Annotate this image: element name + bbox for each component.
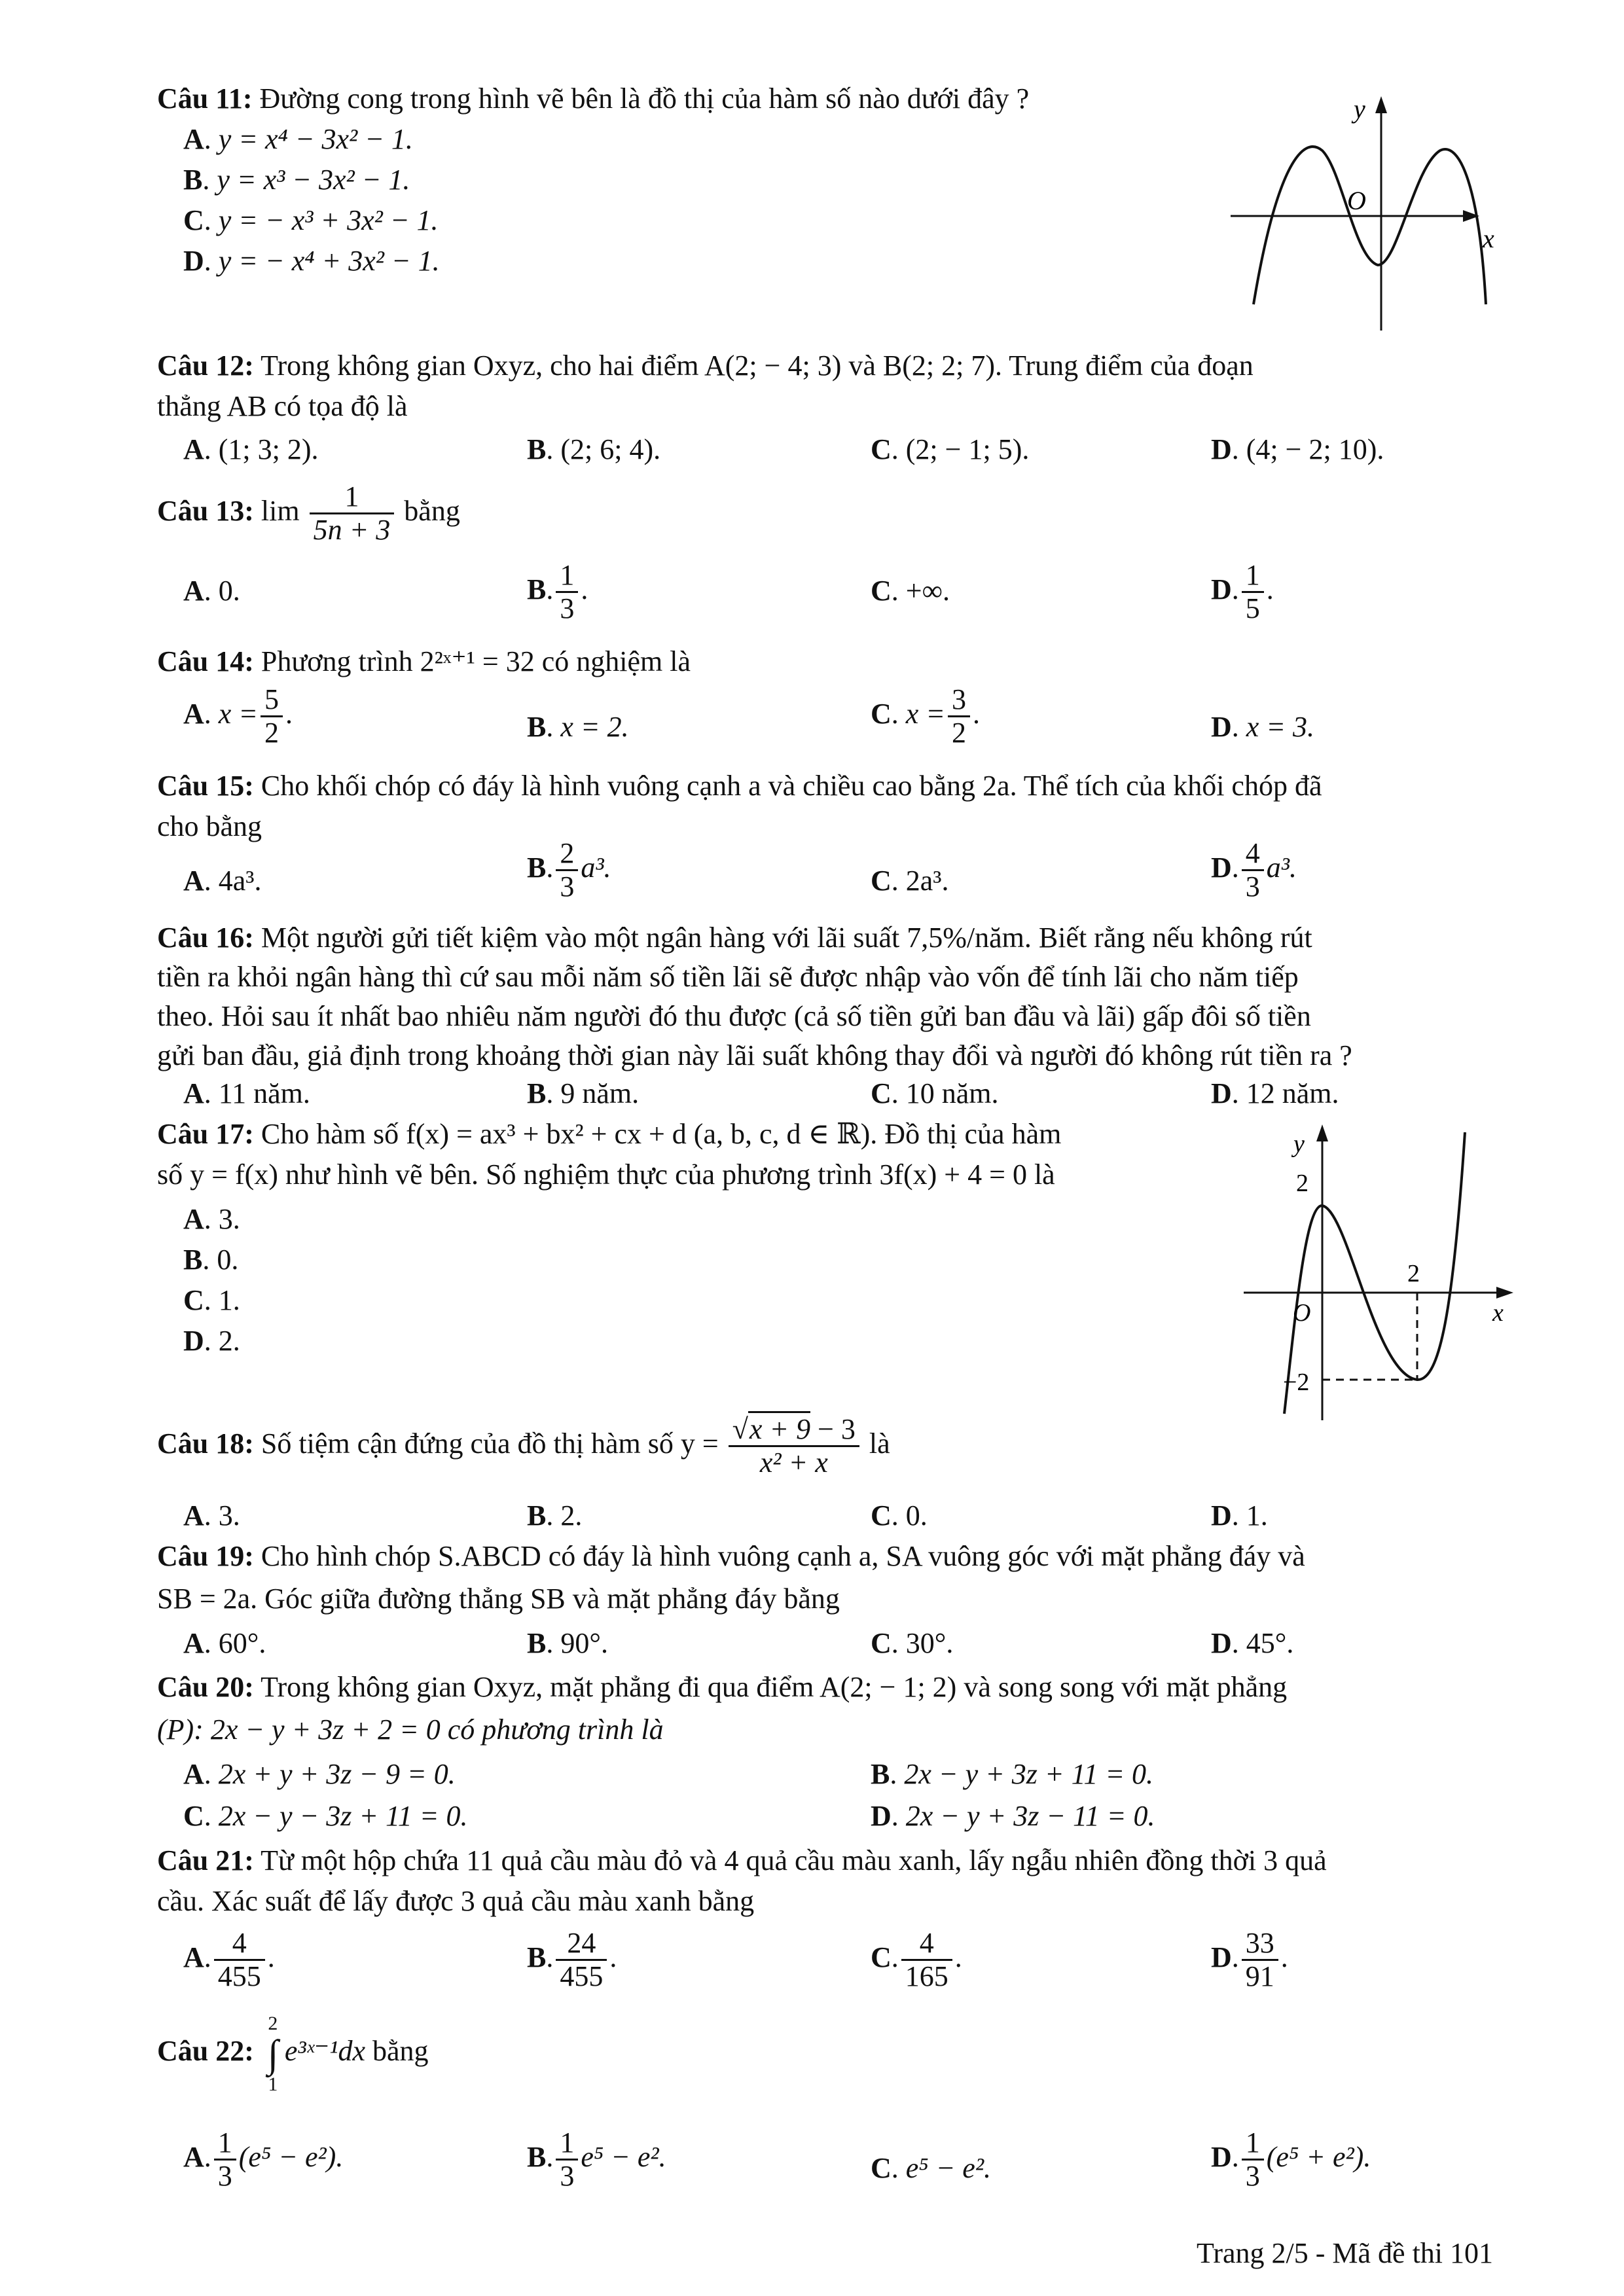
question-label: Câu 21: xyxy=(157,1844,254,1876)
option-19-a: A. 60°. xyxy=(183,1627,266,1659)
option-20-c: C. 2x − y − 3z + 11 = 0. xyxy=(183,1800,468,1832)
option-13-c: C. +∞. xyxy=(871,575,950,607)
origin-label: O xyxy=(1293,1299,1311,1327)
quartic-graph-figure xyxy=(1231,88,1506,344)
question-16-line-2: tiền ra khỏi ngân hàng thì cứ sau mỗi năm số tiền lãi sẽ được nhập vào vốn để tính lãi cho năm tiếp xyxy=(157,961,1299,993)
question-label: Câu 16: xyxy=(157,922,254,954)
option-17-c: C. 1. xyxy=(183,1284,240,1316)
question-label: Câu 18: xyxy=(157,1427,254,1460)
option-15-d: D. $\frac{4}{3}$ a³. xyxy=(1211,837,1297,903)
question-17 xyxy=(157,1119,1061,1149)
question-text: Một người gửi tiết kiệm vào một ngân hàng với lãi suất 7,5%/năm. Biết rằng nếu không rút xyxy=(261,922,1312,954)
option-19-b: B. 90°. xyxy=(527,1627,608,1659)
x-axis-arrow xyxy=(1496,1287,1513,1299)
option-18-b: B. 2. xyxy=(527,1499,583,1532)
quartic-curve xyxy=(1254,147,1486,304)
question-16-line-4: gửi ban đầu, giả định trong khoảng thời gian này lãi suất không thay đổi và người đó không rút tiền ra ? xyxy=(157,1039,1352,1071)
question-12 xyxy=(157,351,1254,381)
option-20-a: A. 2x + y + 3z − 9 = 0. xyxy=(183,1758,456,1790)
option-22-a: A. $\frac{1}{3}$ (e⁵ − e²). xyxy=(183,2126,344,2193)
asymptote-fraction: $\frac{√x + 9 - 3}{\text{x² + x}}$ xyxy=(729,1414,859,1479)
option-20-b: B. 2x − y + 3z + 11 = 0. xyxy=(871,1758,1154,1790)
integral-sign: 2 ∫ 1 xyxy=(267,2013,279,2095)
option-21-a: A. $\frac{4}{455}$ . xyxy=(183,1927,275,1993)
question-17-line-2: số y = f(x) như hình vẽ bên. Số nghiệm thực của phương trình 3f(x) + 4 = 0 là xyxy=(157,1158,1055,1191)
question-13: Câu 13: lim $\frac{1}{5n + 3}$ bằng xyxy=(157,480,460,547)
option-15-c: C. 2a³. xyxy=(871,865,949,897)
question-label: Câu 17: xyxy=(157,1118,254,1150)
option-19-d: D. 45°. xyxy=(1211,1627,1294,1659)
option-12-b: B. (2; 6; 4). xyxy=(527,433,661,465)
option-16-b: B. 9 năm. xyxy=(527,1077,640,1109)
question-16-line-3: theo. Hỏi sau ít nhất bao nhiêu năm người đó thu được (cả số tiền gửi ban đầu và lãi) gấp đôi số tiền xyxy=(157,1000,1311,1032)
option-13-b: B. $\frac{1}{3}$ . xyxy=(527,559,588,625)
option-16-a: A. 11 năm. xyxy=(183,1077,310,1109)
limit-fraction: $\frac{1}{5n + 3}$ xyxy=(310,481,395,547)
option-22-c: C. e⁵ − e². xyxy=(871,2152,992,2184)
option-21-c: C. $\frac{4}{165}$ . xyxy=(871,1927,962,1993)
option-14-a: A. x = $\frac{5}{2}$ . xyxy=(183,683,293,749)
option-22-b: B. $\frac{1}{3}$ e⁵ − e². xyxy=(527,2126,666,2193)
y-axis-label: y xyxy=(1293,1130,1305,1158)
option-11-c: C. y = − x³ + 3x² − 1. xyxy=(183,204,439,236)
question-11 xyxy=(157,84,1029,114)
question-label: Câu 13: xyxy=(157,494,254,527)
question-22: Câu 22: 2 ∫ 1 e³ˣ⁻¹dx bằng xyxy=(157,2013,429,2095)
question-text: Từ một hộp chứa 11 quả cầu màu đỏ và 4 quả cầu màu xanh, lấy ngẫu nhiên đồng thời 3 quả xyxy=(261,1844,1327,1876)
option-19-c: C. 30°. xyxy=(871,1627,954,1659)
option-17-a: A. 3. xyxy=(183,1203,240,1235)
question-label: Câu 12: xyxy=(157,350,254,382)
question-text: Trong không gian Oxyz, cho hai điểm A(2; − 4; 3) và B(2; 2; 7). Trung điểm của đoạn xyxy=(261,350,1254,382)
question-15-line-2: cho bằng xyxy=(157,810,262,842)
page-footer: Trang 2/5 - Mã đề thi 101 xyxy=(1197,2237,1494,2269)
question-21 xyxy=(157,1846,1327,1876)
question-20-line-2: (P): 2x − y + 3z + 2 = 0 có phương trình là xyxy=(157,1713,664,1746)
y-tick-minus-2: −2 xyxy=(1283,1369,1310,1396)
question-16 xyxy=(157,923,1312,953)
question-14 xyxy=(157,647,691,677)
question-text: Cho hàm số f(x) = ax³ + bx² + cx + d (a, b, c, d ∈ ℝ). Đồ thị của hàm xyxy=(261,1118,1062,1150)
option-16-d: D. 12 năm. xyxy=(1211,1077,1339,1109)
question-20 xyxy=(157,1672,1287,1702)
question-label: Câu 22: xyxy=(157,2035,254,2068)
option-17-b: B. 0. xyxy=(183,1244,239,1276)
option-20-d: D. 2x − y + 3z − 11 = 0. xyxy=(871,1800,1155,1832)
x-tick-2: 2 xyxy=(1407,1260,1420,1287)
option-21-d: D. $\frac{33}{91}$ . xyxy=(1211,1927,1288,1993)
question-text: Cho khối chóp có đáy là hình vuông cạnh a và chiều cao bằng 2a. Thể tích của khối chóp đã xyxy=(261,770,1322,802)
option-11-d: D. y = − x⁴ + 3x² − 1. xyxy=(183,245,440,277)
question-12-line-2: thẳng AB có tọa độ là xyxy=(157,390,408,422)
option-18-c: C. 0. xyxy=(871,1499,928,1532)
question-label: Câu 15: xyxy=(157,770,254,802)
y-tick-2: 2 xyxy=(1296,1170,1308,1197)
option-21-b: B. $\frac{24}{455}$ . xyxy=(527,1927,617,1993)
question-label: Câu 20: xyxy=(157,1671,254,1703)
y-axis-arrow xyxy=(1316,1124,1328,1141)
question-text: Cho hình chóp S.ABCD có đáy là hình vuông cạnh a, SA vuông góc với mặt phẳng đáy và xyxy=(261,1540,1305,1572)
option-13-d: D. $\frac{1}{5}$ . xyxy=(1211,559,1274,625)
option-15-a: A. 4a³. xyxy=(183,865,262,897)
option-18-d: D. 1. xyxy=(1211,1499,1268,1532)
y-axis-arrow xyxy=(1375,96,1387,113)
cubic-graph-figure xyxy=(1244,1113,1532,1427)
question-text: Đường cong trong hình vẽ bên là đồ thị của hàm số nào dưới đây ? xyxy=(259,82,1030,115)
x-axis-label: x xyxy=(1492,1299,1504,1327)
option-16-c: C. 10 năm. xyxy=(871,1077,999,1109)
question-text: Số tiệm cận đứng của đồ thị hàm số y = xyxy=(261,1427,719,1460)
option-15-b: B. $\frac{2}{3}$ a³. xyxy=(527,837,611,903)
y-axis-label: y xyxy=(1354,94,1365,124)
question-15 xyxy=(157,771,1322,801)
option-12-d: D. (4; − 2; 10). xyxy=(1211,433,1384,465)
origin-label: O xyxy=(1347,186,1366,215)
option-11-a: A. y = x⁴ − 3x² − 1. xyxy=(183,123,413,155)
question-label: Câu 14: xyxy=(157,645,254,677)
cubic-curve xyxy=(1284,1132,1465,1414)
x-axis-label: x xyxy=(1483,224,1494,253)
option-11-b: B. y = x³ − 3x² − 1. xyxy=(183,164,410,196)
option-14-d: D. x = 3. xyxy=(1211,711,1315,743)
question-label: Câu 11: xyxy=(157,82,253,115)
question-label: Câu 19: xyxy=(157,1540,254,1572)
question-18: Câu 18: Số tiệm cận đứng của đồ thị hàm số y = $\frac{√x + 9 - 3}{\text{x² + x}}$ là xyxy=(157,1414,890,1479)
question-19-line-2: SB = 2a. Góc giữa đường thẳng SB và mặt phẳng đáy bằng xyxy=(157,1583,840,1615)
option-22-d: D. $\frac{1}{3}$ (e⁵ + e²). xyxy=(1211,2126,1371,2193)
option-13-a: A. 0. xyxy=(183,575,240,607)
question-text: Trong không gian Oxyz, mặt phẳng đi qua điểm A(2; − 1; 2) và song song với mặt phẳng xyxy=(261,1671,1288,1703)
option-14-c: C. x = $\frac{3}{2}$ . xyxy=(871,683,981,749)
question-21-line-2: cầu. Xác suất để lấy được 3 quả cầu màu xanh bằng xyxy=(157,1885,755,1917)
option-18-a: A. 3. xyxy=(183,1499,240,1532)
question-text: Phương trình 2²ˣ⁺¹ = 32 có nghiệm là xyxy=(261,645,691,677)
option-17-d: D. 2. xyxy=(183,1325,240,1357)
question-19 xyxy=(157,1541,1305,1571)
option-14-b: B. x = 2. xyxy=(527,711,629,743)
option-12-c: C. (2; − 1; 5). xyxy=(871,433,1030,465)
option-12-a: A. (1; 3; 2). xyxy=(183,433,319,465)
